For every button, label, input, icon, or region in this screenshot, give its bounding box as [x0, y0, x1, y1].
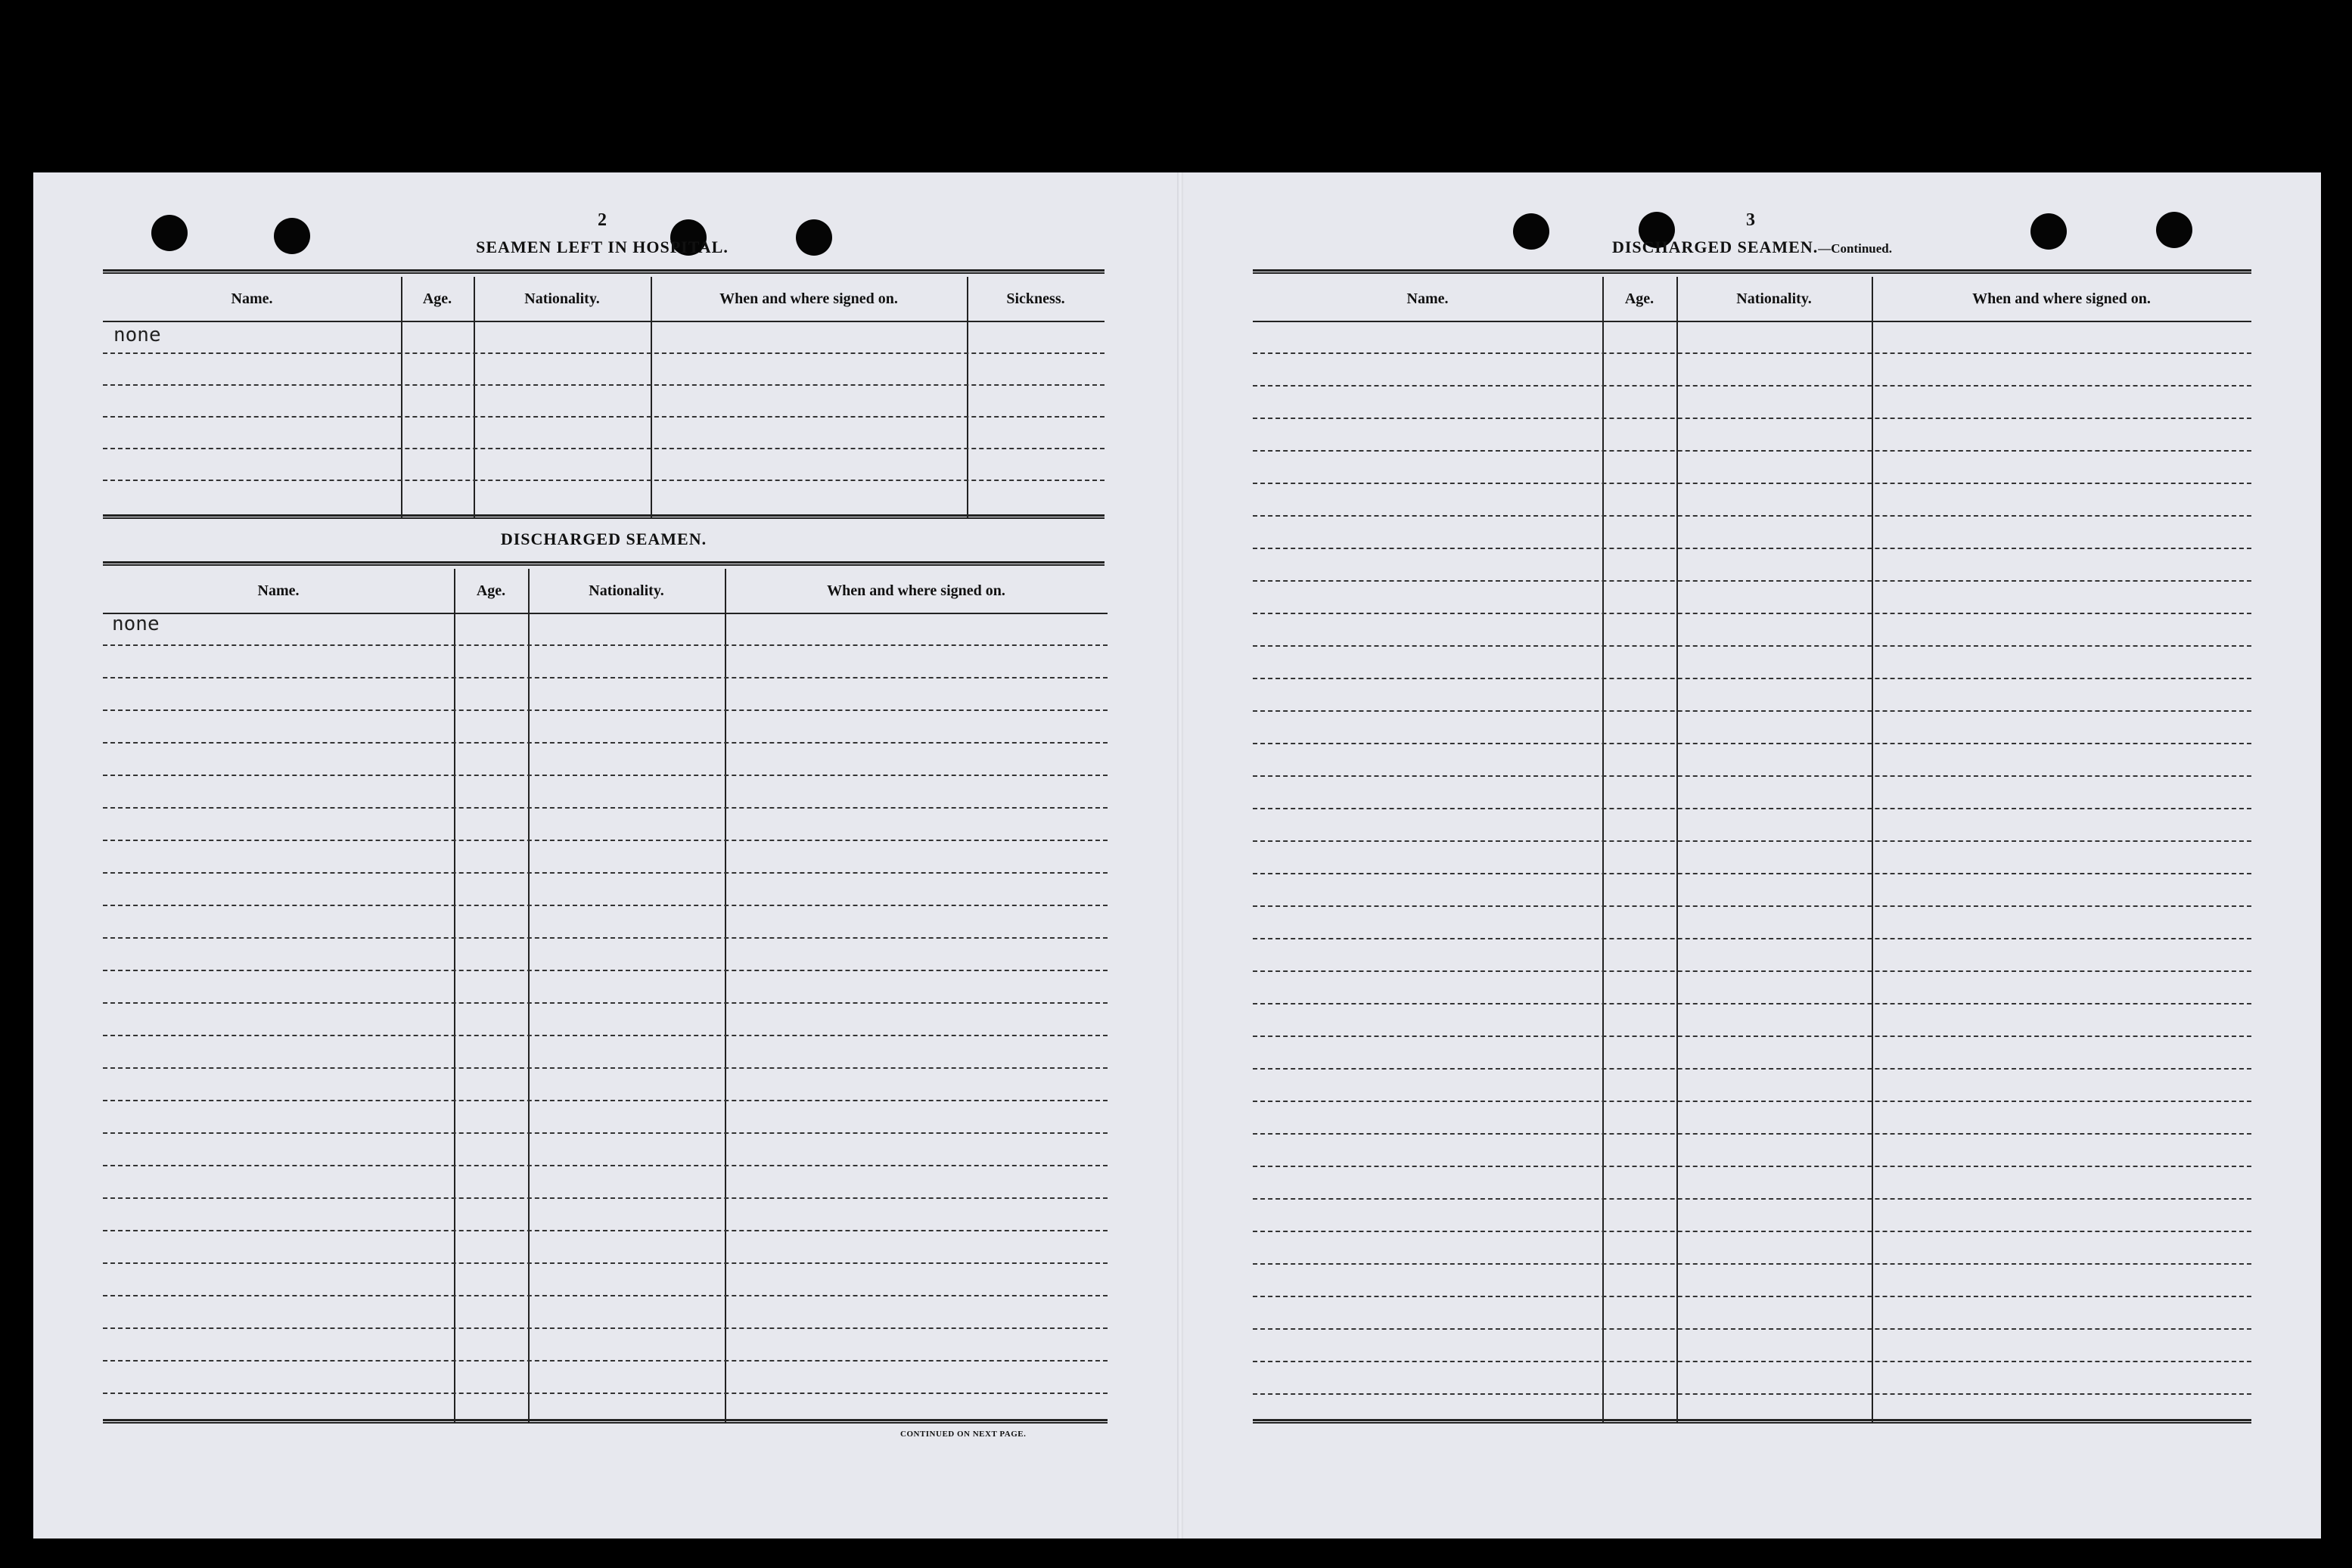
column-divider: [1602, 277, 1604, 1422]
header-age: Age.: [476, 582, 506, 599]
table-row: [1253, 938, 2251, 939]
table-row: [1253, 678, 2251, 679]
header-when-where: When and where signed on.: [719, 290, 898, 307]
table-row: [1253, 1361, 2251, 1362]
table-row: [103, 807, 1108, 809]
table-row: [103, 677, 1108, 678]
column-divider: [474, 277, 475, 517]
table-row: [1253, 1133, 2251, 1135]
header-sickness: Sickness.: [1006, 290, 1065, 307]
table-row: [103, 352, 1105, 354]
discharged-continued-title: [1253, 238, 2251, 257]
table-row: [103, 742, 1108, 744]
table-row: [103, 1100, 1108, 1101]
table-row: [103, 1132, 1108, 1134]
table-row: [103, 905, 1108, 906]
table-row: [1253, 1003, 2251, 1004]
header-age: Age.: [422, 290, 452, 307]
table-row: [1253, 1393, 2251, 1395]
table-row: [1253, 515, 2251, 517]
column-divider: [1676, 277, 1678, 1422]
header-when-where: When and where signed on.: [1972, 290, 2151, 307]
table-row: [1253, 1101, 2251, 1102]
discharged-section-title: DISCHARGED SEAMEN.: [500, 529, 707, 548]
table-row: [1253, 418, 2251, 419]
table-row: [103, 775, 1108, 776]
table-row: [103, 480, 1105, 481]
discharged-table: [103, 569, 1108, 1424]
table-row: [103, 937, 1108, 939]
table-row: [1253, 1036, 2251, 1037]
header-name: Name.: [231, 290, 273, 307]
table-row: [103, 840, 1108, 841]
hospital-section-title: SEAMEN LEFT IN HOSPITAL.: [476, 238, 729, 256]
table-row: [1253, 1328, 2251, 1330]
table-row: [1253, 483, 2251, 484]
table-row: [103, 644, 1108, 646]
table-row: [103, 1165, 1108, 1166]
header-when-where: When and where signed on.: [827, 582, 1005, 599]
table-row: [1253, 1296, 2251, 1297]
header-name: Name.: [1406, 290, 1449, 307]
discharged-entry-name: none: [112, 613, 160, 635]
hospital-table-header: [103, 277, 1105, 322]
column-divider: [651, 277, 652, 517]
table-row: [103, 1327, 1108, 1329]
table-row: [103, 872, 1108, 874]
discharged-continued-table: [1253, 277, 2251, 1422]
table-row: [103, 1197, 1108, 1199]
table-row: [1253, 645, 2251, 647]
table-row: [103, 1360, 1108, 1362]
table-row: [1253, 1166, 2251, 1167]
table-row: [1253, 808, 2251, 809]
table-row: [103, 416, 1105, 418]
column-divider: [1872, 277, 1873, 1422]
table-row: [1253, 385, 2251, 387]
table-row: [103, 1035, 1108, 1036]
table-row: [1253, 548, 2251, 549]
header-nationality: Nationality.: [1736, 290, 1812, 307]
table-row: [1253, 710, 2251, 712]
table-row: [1253, 970, 2251, 972]
hospital-entry-name: none: [113, 324, 161, 346]
table-row: [103, 1002, 1108, 1004]
column-divider: [401, 277, 402, 517]
continued-table-header: [1253, 277, 2251, 322]
double-rule: [103, 561, 1105, 566]
table-row: [1253, 1068, 2251, 1070]
header-name: Name.: [257, 582, 300, 599]
table-row: [1253, 840, 2251, 842]
table-row: [1253, 905, 2251, 907]
hospital-table: [103, 277, 1105, 517]
table-row: [1253, 775, 2251, 777]
double-rule: [103, 269, 1105, 274]
double-rule: [103, 514, 1105, 519]
table-row: [1253, 580, 2251, 582]
table-row: [103, 448, 1105, 449]
discharged-table-header: [103, 569, 1108, 614]
table-row: [1253, 1198, 2251, 1200]
table-row: [1253, 873, 2251, 874]
header-age: Age.: [1624, 290, 1654, 307]
table-row: [1253, 450, 2251, 452]
table-row: [103, 1230, 1108, 1231]
table-row: [1253, 352, 2251, 354]
table-row: [103, 1262, 1108, 1264]
page-number-right: 3: [1746, 210, 1755, 230]
table-row: [103, 1067, 1108, 1069]
double-rule: [103, 1419, 1108, 1424]
header-nationality: Nationality.: [589, 582, 664, 599]
table-row: [1253, 1263, 2251, 1265]
table-row: [103, 1393, 1108, 1394]
column-divider: [967, 277, 968, 517]
double-rule: [1253, 1419, 2251, 1424]
continued-footer: CONTINUED ON NEXT PAGE.: [900, 1430, 1027, 1439]
title-main: DISCHARGED SEAMEN.: [1611, 238, 1819, 256]
double-rule: [1253, 269, 2251, 274]
header-nationality: Nationality.: [524, 290, 600, 307]
center-fold: [1177, 172, 1183, 1539]
table-row: [103, 1295, 1108, 1296]
table-row: [103, 970, 1108, 971]
table-row: [1253, 1231, 2251, 1232]
table-row: [103, 384, 1105, 386]
title-sub: —Continued.: [1818, 241, 1893, 256]
table-row: [1253, 743, 2251, 744]
table-row: [103, 709, 1108, 711]
page-number-left: 2: [598, 210, 607, 230]
table-row: [1253, 613, 2251, 614]
